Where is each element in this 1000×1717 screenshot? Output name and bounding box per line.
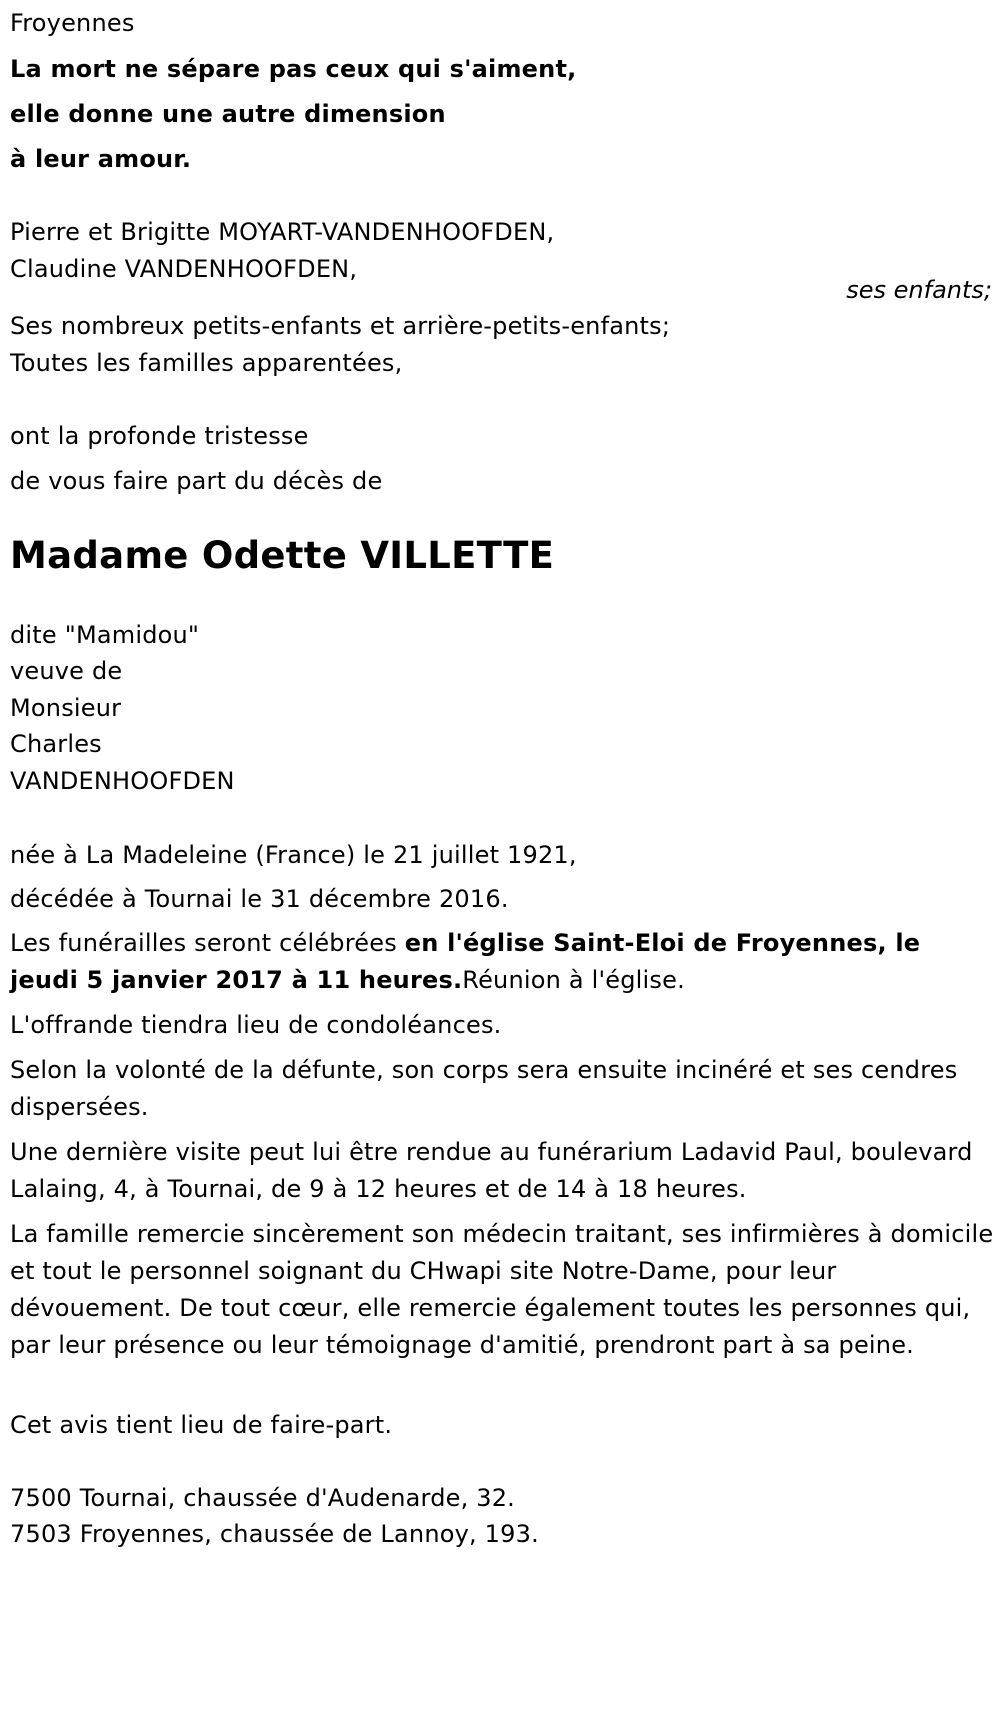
children-line-1: Pierre et Brigitte MOYART-VANDENHOOFDEN, [10,218,555,246]
grandchildren-line: Ses nombreux petits-enfants et arrière-petits-enfants; [10,312,671,340]
widow-line-4: VANDENHOOFDEN [10,767,235,795]
deceased-name: Madame Odette VILLETTE [10,534,555,577]
widow-line-1: veuve de [10,657,123,685]
death-line: décédée à Tournai le 31 décembre 2016. [10,885,509,913]
thanks-paragraph: La famille remercie sincèrement son médecin traitant, ses infirmières à domicile et tout le personnel soignant du CHwapi site Notre-Dame, pour leur dévouement. De tout cœur, elle remercie également toutes les personnes qui, par leur présence ou leur témoignage d'amitié, prendront part à sa peine. [10,1220,994,1359]
motto-line-1: La mort ne sépare pas ceux qui s'aiment, [10,55,577,83]
widow-line-3: Charles [10,730,102,758]
nickname-line: dite "Mamidou" [10,621,200,649]
funeral-intro: Les funérailles seront célébrées [10,929,405,957]
address-line-2: 7503 Froyennes, chaussée de Lannoy, 193. [10,1520,539,1548]
location-text: Froyennes [10,9,135,37]
funeral-paragraph [10,925,995,999]
birth-line: née à La Madeleine (France) le 21 juillet 1921, [10,841,577,869]
address-line-1: 7500 Tournai, chaussée d'Audenarde, 32. [10,1484,516,1512]
announcement-line-1: ont la profonde tristesse [10,422,309,450]
visit-paragraph: Une dernière visite peut lui être rendue au funérarium Ladavid Paul, boulevard Lalaing, 4, à Tournai, de 9 à 12 heures et de 14 à 18 heures. [10,1138,973,1203]
cremation-paragraph: Selon la volonté de la défunte, son corps sera ensuite incinéré et ses cendres dispersées. [10,1056,958,1121]
motto-line-3: à leur amour. [10,145,192,173]
notice-paragraph: Cet avis tient lieu de faire-part. [10,1411,393,1439]
widow-line-2: Monsieur [10,694,122,722]
children-role: ses enfants; [846,276,992,304]
funeral-gathering: Réunion à l'église. [462,966,685,994]
motto-line-2: elle donne une autre dimension [10,100,446,128]
relatives-line: Toutes les familles apparentées, [10,349,403,377]
offering-paragraph: L'offrande tiendra lieu de condoléances. [10,1011,502,1039]
announcement-line-2: de vous faire part du décès de [10,467,383,495]
children-line-2: Claudine VANDENHOOFDEN, [10,255,358,283]
funeral-details: en l'église Saint-Eloi de Froyennes, le jeudi 5 janvier 2017 à 11 heures. [10,929,921,994]
